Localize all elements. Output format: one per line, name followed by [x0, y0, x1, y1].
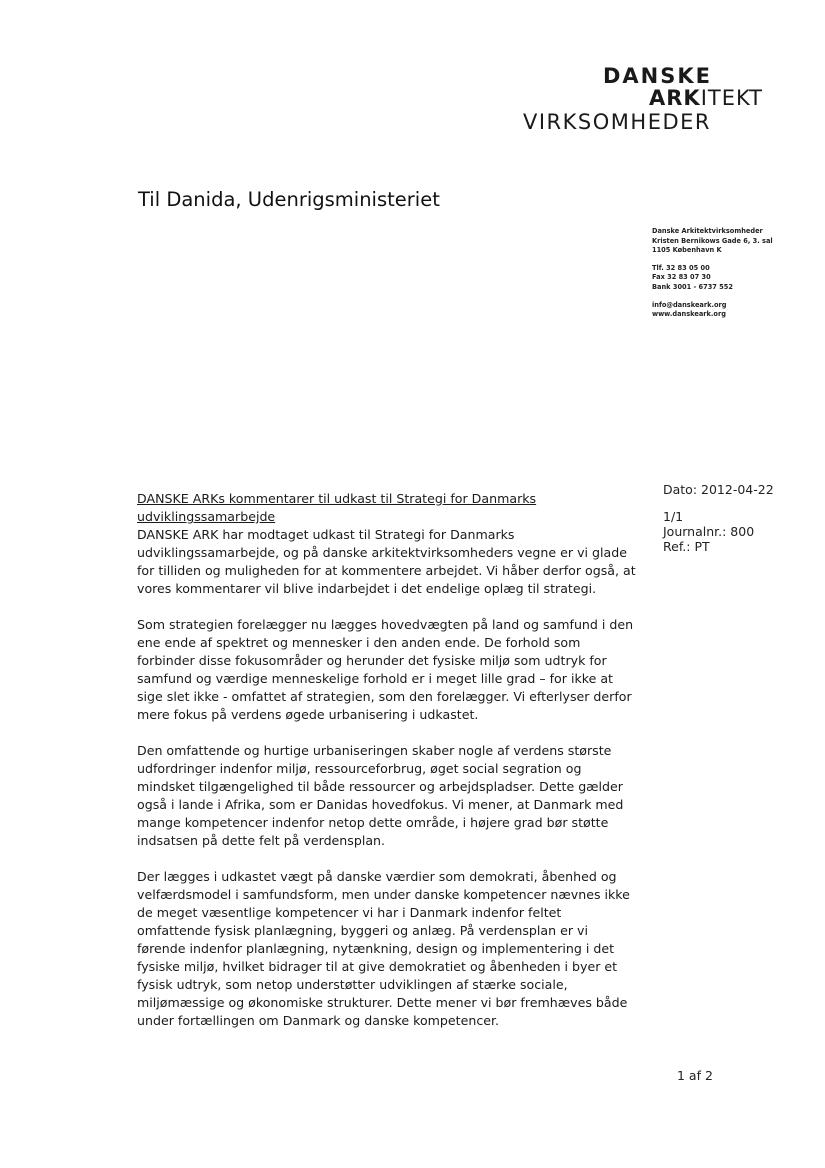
sender-website: www.danskeark.org: [652, 310, 726, 319]
logo-line-2-rest: ITEKT: [700, 86, 763, 110]
paragraph-3: Den omfattende og hurtige urbaniseringen skaber nogle af verdens største udfordringer indenfor miljø, ressourceforbrug, øget social segration og mindsket tilgængelighed til både ressourcer og arbejdspladser. Dette gælder også i lande i Afrika, som er Danidas hovedfokus. Vi mener, at Danmark med mange kompetencer indenfor netop dette område, i højere grad bør støtte indsatsen på dette felt på verdensplan.: [137, 743, 624, 848]
paragraph-2: Som strategien forelægger nu lægges hovedvægten på land og samfund i den ene ende af spektret og mennesker i den anden ende. De forhold som forbinder disse fokusområder og herunder det fysiske miljø som udtryk for samfund og værdige menneskelige forhold er i meget lille grad – for ikke at sige slet ikke - omfattet af strategien, som den forelægger. Vi efterlyser derfor mere fokus på verdens øgede urbanisering i udkastet.: [137, 617, 634, 722]
danske-ark-logo: [523, 64, 783, 144]
letter-date: Dato: 2012-04-22: [663, 482, 774, 497]
sender-bank: Bank 3001 - 6737 552: [652, 282, 733, 291]
recipient-heading: Til Danida, Udenrigsministeriet: [138, 188, 440, 211]
sender-address-block: [652, 227, 802, 320]
paragraph-4: Der lægges i udkastet vægt på danske værdier som demokrati, åbenhed og velfærdsmodel i samfundsform, men under danske kompetencer nævnes ikke de meget væsentlige kompetencer vi har i Danmark indenfor feltet omfattende fysisk planlægning, byggeri og anlæg. På verdensplan er vi førende indenfor planlægning, nytænkning, design og implementering i det fysiske miljø, hvilket bidrager til at give demokratiet og åbenheden i byer et fysisk udtryk, som netop understøtter udviklingen af stærke sociale, miljømæssige og økonomiske strukturer. Dette mener vi bør fremhæves både under fortællingen om Danmark og danske kompetencer.: [137, 869, 630, 1028]
letter-body: [137, 490, 637, 1048]
sender-name: Danske Arkitektvirksomheder: [652, 227, 763, 235]
sender-email: info@danskeark.org: [652, 300, 727, 309]
logo-line-1: DANSKE: [603, 64, 713, 88]
sender-phone: Tlf. 32 83 05 00: [652, 263, 710, 272]
sender-address-line-2: 1105 København K: [652, 246, 722, 255]
sender-address-line-1: Kristen Bernikows Gade 6, 3. sal: [652, 236, 773, 245]
letter-subject: DANSKE ARKs kommentarer til udkast til Strategi for Danmarks udviklingssamarbejde: [137, 491, 537, 524]
page-number: 1 af 2: [677, 1068, 713, 1083]
sender-fax: Fax 32 83 07 30: [652, 273, 711, 282]
logo-line-3: VIRKSOMHEDER: [523, 110, 711, 134]
letter-meta: [663, 482, 813, 554]
paragraph-1: DANSKE ARK har modtaget udkast til Strategi for Danmarks udviklingssamarbejde, og på danske arkitektvirksomheders vegne er vi glade for tilliden og muligheden for at kommentere arbejdet. Vi håber derfor også, at vores kommentarer vil blive indarbejdet i det endelige oplæg til strategi.: [137, 527, 636, 596]
logo-line-2: [649, 86, 763, 110]
letter-page-count: 1/1: [663, 509, 684, 524]
reference: Ref.: PT: [663, 539, 710, 554]
journal-number: Journalnr.: 800: [663, 524, 755, 539]
logo-line-2-bold: ARK: [649, 86, 701, 110]
